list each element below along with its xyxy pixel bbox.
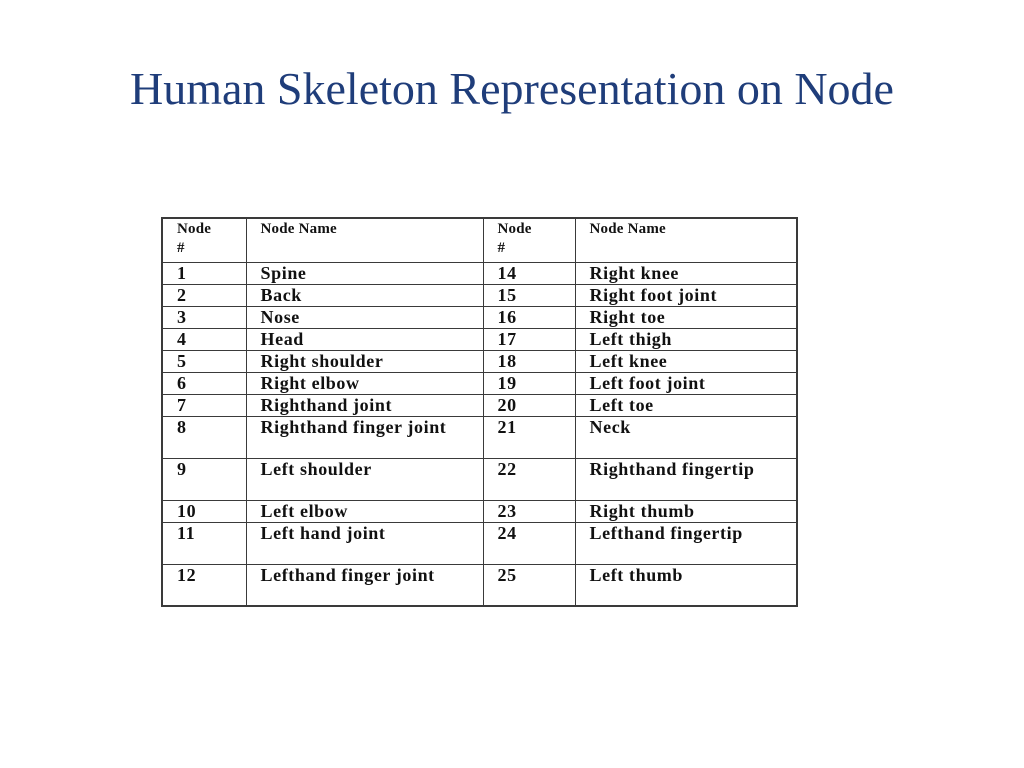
table-row	[162, 394, 797, 416]
header-node-label: Node	[497, 221, 532, 237]
node-number-right-cell: 17	[483, 328, 575, 350]
node-name-left-cell: Right elbow	[246, 372, 483, 394]
node-number-right-cell: 15	[483, 284, 575, 306]
node-name-right-cell: Right knee	[575, 262, 797, 284]
node-number-left-cell: 2	[162, 284, 246, 306]
node-name-left-cell: Head	[246, 328, 483, 350]
node-name-left-cell: Back	[246, 284, 483, 306]
node-number-right-cell: 25	[483, 564, 575, 606]
node-name-right-cell: Neck	[575, 416, 797, 458]
node-number-left-cell: 5	[162, 350, 246, 372]
node-number-left-cell: 12	[162, 564, 246, 606]
node-number-left-cell: 1	[162, 262, 246, 284]
header-node-number-left	[162, 218, 246, 262]
node-name-left-cell: Left elbow	[246, 500, 483, 522]
node-name-right-cell: Righthand fingertip	[575, 458, 797, 500]
node-number-right-cell: 23	[483, 500, 575, 522]
slide-title: Human Skeleton Representation on Node	[130, 63, 894, 114]
node-name-left-cell: Nose	[246, 306, 483, 328]
node-number-left-cell: 9	[162, 458, 246, 500]
node-name-right-cell: Lefthand fingertip	[575, 522, 797, 564]
skeleton-node-table	[161, 217, 798, 607]
node-number-left-cell: 11	[162, 522, 246, 564]
node-number-right-cell: 21	[483, 416, 575, 458]
node-name-right-cell: Right thumb	[575, 500, 797, 522]
node-name-right-cell: Right foot joint	[575, 284, 797, 306]
table-row	[162, 500, 797, 522]
node-name-left-cell: Righthand finger joint	[246, 416, 483, 458]
table-row	[162, 372, 797, 394]
table-row	[162, 306, 797, 328]
node-number-right-cell: 19	[483, 372, 575, 394]
header-node-name-right: Node Name	[575, 218, 797, 262]
node-number-right-cell: 24	[483, 522, 575, 564]
table-row	[162, 328, 797, 350]
table-row	[162, 458, 797, 500]
header-hash-label: #	[497, 240, 506, 256]
header-hash-label: #	[177, 240, 185, 256]
node-number-right-cell: 20	[483, 394, 575, 416]
node-number-left-cell: 7	[162, 394, 246, 416]
node-name-right-cell: Left thumb	[575, 564, 797, 606]
table-header-row	[162, 218, 797, 262]
header-node-label: Node	[177, 221, 212, 237]
node-name-right-cell: Right toe	[575, 306, 797, 328]
node-number-left-cell: 10	[162, 500, 246, 522]
node-name-left-cell: Lefthand finger joint	[246, 564, 483, 606]
node-number-right-cell: 16	[483, 306, 575, 328]
table-row	[162, 564, 797, 606]
node-name-left-cell: Right shoulder	[246, 350, 483, 372]
node-name-right-cell: Left thigh	[575, 328, 797, 350]
node-number-left-cell: 4	[162, 328, 246, 350]
node-name-left-cell: Left shoulder	[246, 458, 483, 500]
node-name-left-cell: Righthand joint	[246, 394, 483, 416]
node-name-right-cell: Left toe	[575, 394, 797, 416]
node-number-left-cell: 3	[162, 306, 246, 328]
header-node-number-right	[483, 218, 575, 262]
node-number-right-cell: 22	[483, 458, 575, 500]
node-name-right-cell: Left knee	[575, 350, 797, 372]
table-row	[162, 416, 797, 458]
header-node-name-left: Node Name	[246, 218, 483, 262]
node-name-right-cell: Left foot joint	[575, 372, 797, 394]
node-number-left-cell: 6	[162, 372, 246, 394]
node-number-right-cell: 18	[483, 350, 575, 372]
node-name-left-cell: Left hand joint	[246, 522, 483, 564]
node-name-left-cell: Spine	[246, 262, 483, 284]
table-row	[162, 284, 797, 306]
table-row	[162, 522, 797, 564]
table-row	[162, 350, 797, 372]
node-number-left-cell: 8	[162, 416, 246, 458]
table-row	[162, 262, 797, 284]
node-number-right-cell: 14	[483, 262, 575, 284]
